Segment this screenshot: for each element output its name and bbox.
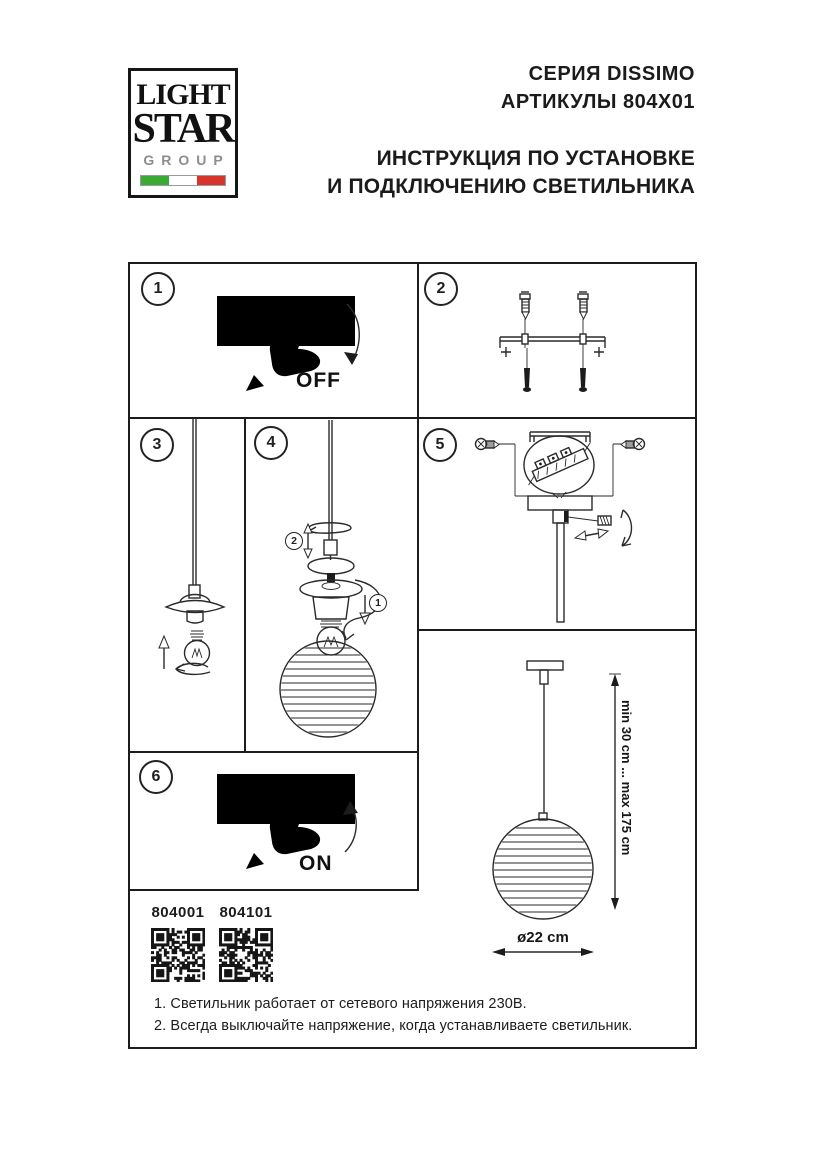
header-series-block bbox=[501, 60, 695, 116]
diameter-dimension: ø22 cm bbox=[517, 929, 569, 946]
article-code-804101: 804101 bbox=[219, 904, 273, 921]
divider-h-step6 bbox=[128, 889, 419, 891]
step6-breaker-on-illustration bbox=[195, 768, 375, 878]
series-title: СЕРИЯ DISSIMO bbox=[528, 63, 695, 85]
divider-v-steps34 bbox=[244, 417, 246, 753]
lightstar-logo bbox=[128, 68, 238, 198]
header-instruction-block bbox=[327, 145, 695, 201]
italian-flag-bar bbox=[140, 175, 226, 186]
instruction-title-line1: ИНСТРУКЦИЯ ПО УСТАНОВКЕ bbox=[376, 147, 695, 170]
logo-word-light: LIGHT bbox=[136, 78, 230, 111]
step-5-number: 5 bbox=[423, 428, 457, 462]
step-3-number: 3 bbox=[140, 428, 174, 462]
off-label: OFF bbox=[296, 369, 341, 392]
note-line-2: 2. Всегда выключайте напряжение, когда устанавливаете светильник. bbox=[154, 1018, 633, 1034]
step2-bracket-illustration bbox=[495, 284, 675, 406]
step-1-number: 1 bbox=[141, 272, 175, 306]
logo-word-group: GROUP bbox=[143, 152, 230, 168]
note-line-1: 1. Светильник работает от сетевого напряжения 230В. bbox=[154, 996, 527, 1012]
step1-breaker-off-illustration bbox=[195, 290, 375, 400]
step4-substep-2-number: 2 bbox=[285, 532, 303, 550]
divider-v-main bbox=[417, 262, 419, 890]
flag-red-segment bbox=[197, 176, 225, 185]
qr-code-804001 bbox=[151, 928, 205, 982]
step4-substep-1-number: 1 bbox=[369, 594, 387, 612]
on-label: ON bbox=[299, 852, 333, 875]
step-2-number: 2 bbox=[424, 272, 458, 306]
qr-code-804101 bbox=[219, 928, 273, 982]
suspension-height-dimension: min 30 cm ... max 175 cm bbox=[619, 700, 634, 856]
instruction-title-line2: И ПОДКЛЮЧЕНИЮ СВЕТИЛЬНИКА bbox=[327, 175, 695, 198]
logo-word-star: STAR bbox=[132, 106, 234, 152]
step3-pendant-illustration bbox=[130, 418, 244, 752]
flag-green-segment bbox=[141, 176, 169, 185]
flag-white-segment bbox=[169, 176, 197, 185]
step-6-number: 6 bbox=[139, 760, 173, 794]
article-code-804001: 804001 bbox=[151, 904, 205, 921]
step5-ceiling-mount-illustration bbox=[420, 420, 693, 628]
articles-title: АРТИКУЛЫ 804X01 bbox=[500, 91, 695, 113]
lamp-dimensions-illustration bbox=[420, 632, 693, 1047]
step-4-number: 4 bbox=[254, 426, 288, 460]
step4-assembly-illustration bbox=[247, 420, 416, 752]
divider-h-step5 bbox=[417, 629, 695, 631]
